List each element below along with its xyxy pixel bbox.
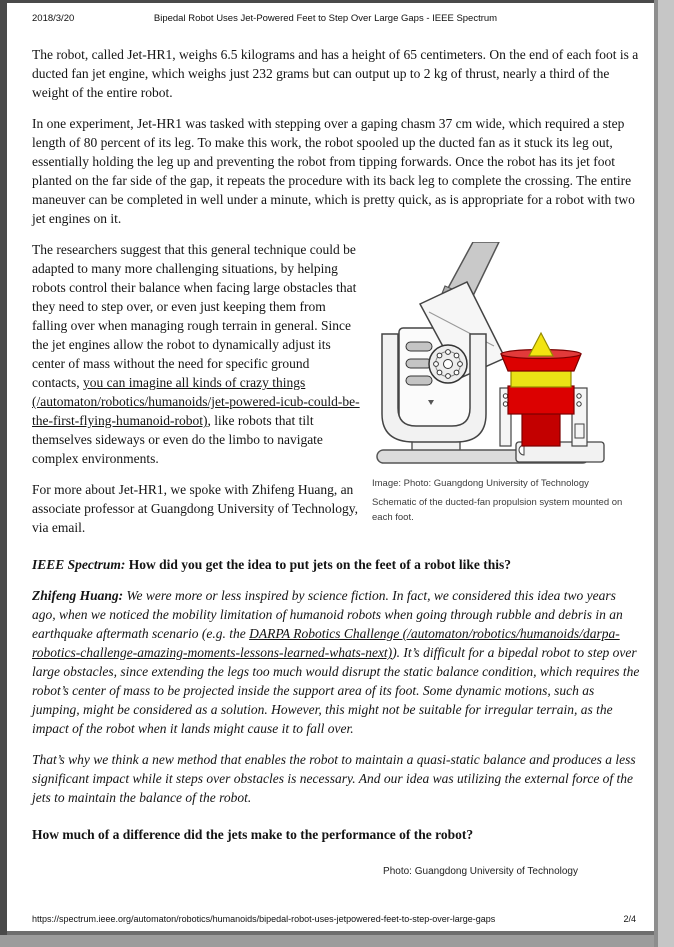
paragraph-experiment: In one experiment, Jet-HR1 was tasked with stepping over a gaping chasm 37 cm wide, which required a step length of 80 percent of its leg. To make this work, the robot spooled up the ducted fan as it stuck its leg out, essentially holding the leg up and preventing the robot from tipping forwards. Once the robot has its jet foot planted on the far side of the gap, it repeats the procedure with its back leg to complete the crossing. The entire maneuver can be completed in well under a minute, which is pretty quick, as is appropriate for a robot with two jet engines on it.	[32, 116, 635, 226]
ducted-fan-schematic-image	[372, 242, 640, 468]
window-frame-right	[658, 0, 674, 947]
answer-1-text: We were more or less inspired by science fiction. In fact, we considered this idea two years ago, when we noticed the mobility limitation of humanoid robots when going through rubble and debris in an earthquake aftermath scenario (e.g. the	[32, 588, 623, 641]
article-body	[7, 25, 654, 881]
paragraph-technique-text: The researchers suggest that this general technique could be adapted to many more challenging situations, by helping robots control their balance when facing large obstacles that they need to step over, or even just keeping them from falling over when managing rough terrain in general. Since the jet engines allow the robot to dynamically adjust its center of mass without the need for specific ground contacts,	[32, 242, 357, 390]
document-page	[7, 3, 654, 931]
question-1	[32, 555, 640, 574]
question-1-speaker: IEEE Spectrum:	[32, 557, 126, 572]
window-frame-bottom-line	[7, 931, 654, 935]
answer-1-tail: ). It’s difficult for a bipedal robot to step over large obstacles, since extending the legs too much would disrupt the static balance condition, which requires the robot’s center of mass to be projected inside the support area of its foot. Some dynamic motions, such as jumping, might be considered as a solution. However, this might not be suitable for irregular terrain, as the impact of the robot when it lands might cause it to fall over.	[32, 645, 640, 736]
footer-url: https://spectrum.ieee.org/automaton/robotics/humanoids/bipedal-robot-uses-jetpowered-feet-to-step-over-large-gaps	[32, 914, 496, 924]
answer-2: That’s why we think a new method that enables the robot to maintain a quasi-static balance and produces a less significant impact while it steps over obstacles is necessary. And our idea was utilizing the external force of the jets to maintain the balance of the robot.	[32, 752, 636, 805]
link-crazy-things[interactable]: you can imagine all kinds of crazy things (/automaton/robotics/humanoids/jet-powered-icub-could-be-the-first-flying-humanoid-robot)	[32, 375, 360, 428]
figure-credit: Image: Photo: Guangdong University of Technology	[372, 478, 589, 489]
figure-caption	[372, 476, 640, 525]
question-2: How much of a difference did the jets make to the performance of the robot?	[32, 827, 474, 842]
page-header	[7, 3, 654, 25]
header-title: Bipedal Robot Uses Jet-Powered Feet to Step Over Large Gaps - IEEE Spectrum	[153, 13, 498, 24]
window-frame-left	[0, 0, 7, 935]
answer-1-speaker: Zhifeng Huang:	[32, 588, 124, 603]
paragraph-interview-intro: For more about Jet-HR1, we spoke with Zhifeng Huang, an associate professor at Guangdong University of Technology, via email.	[32, 482, 358, 535]
answer-1	[32, 586, 640, 738]
paragraph-intro: The robot, called Jet-HR1, weighs 6.5 kilograms and has a height of 65 centimeters. On the end of each foot is a ducted fan jet engine, which weighs just 232 grams but can output up to 2 kg of thrust, nearly a third of the weight of the entire robot.	[32, 47, 639, 100]
footer-page-number: 2/4	[623, 914, 636, 924]
question-1-text: How did you get the idea to put jets on the feet of a robot like this?	[125, 557, 512, 572]
window-frame-top	[0, 0, 658, 3]
figure-ducted-fan	[372, 242, 640, 525]
hub-joint	[429, 345, 467, 383]
paragraph-technique-tail: , like robots that tilt themselves sideways or even do the limbo to navigate complex environments.	[32, 413, 323, 466]
ducted-fan	[500, 333, 604, 462]
photo-credit: Photo: Guangdong University of Technology	[383, 866, 578, 877]
page-footer	[32, 914, 636, 924]
header-date: 2018/3/20	[32, 13, 75, 24]
figure-caption-text: Schematic of the ducted-fan propulsion system mounted on each foot.	[372, 497, 623, 523]
link-darpa-robotics-challenge[interactable]: DARPA Robotics Challenge (/automaton/robotics/humanoids/darpa-robotics-challenge-amazing-moments-lessons-learned-whats-next)	[32, 626, 620, 660]
